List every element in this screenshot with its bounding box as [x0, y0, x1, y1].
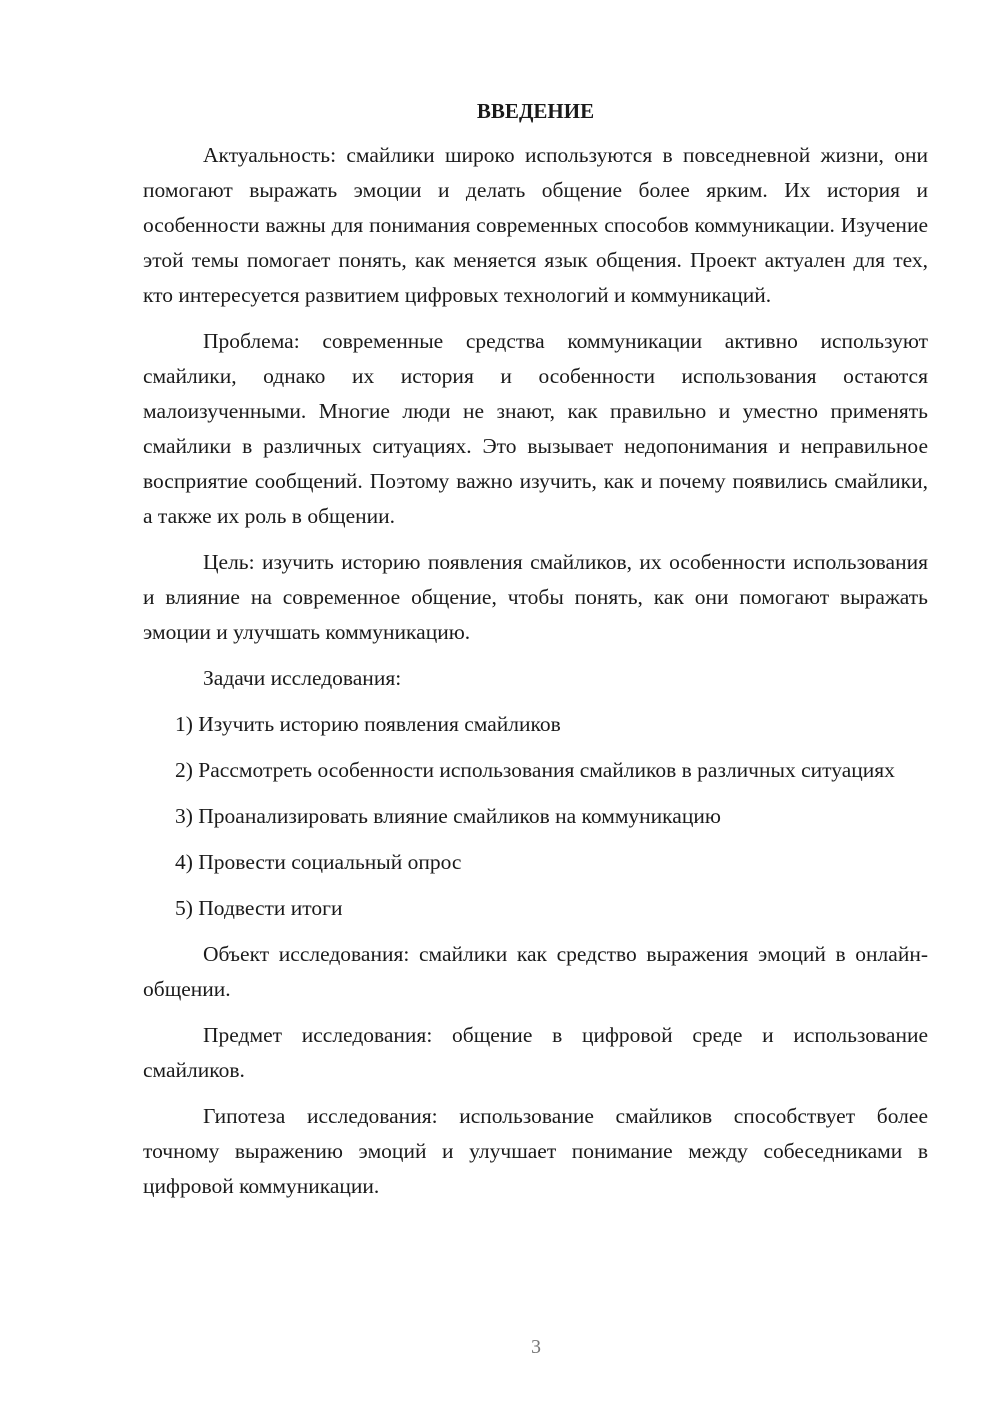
tasks-heading: Задачи исследования:	[203, 666, 402, 690]
paragraph-goal: Цель: изучить историю появления смайликов, их особенности использования и влияние на современное общение, чтобы понять, как они помогают выражать эмоции и улучшать коммуникацию.	[143, 550, 928, 644]
list-item: 1) Изучить историю появления смайликов	[175, 712, 561, 736]
paragraph-subject: Предмет исследования: общение в цифровой среде и использование смайликов.	[143, 1023, 928, 1082]
list-item: 2) Рассмотреть особенности использования смайликов в различных ситуациях	[175, 758, 895, 782]
list-item: 4) Провести социальный опрос	[175, 850, 462, 874]
paragraph-hypothesis: Гипотеза исследования: использование смайликов способствует более точному выражению эмоций и улучшает понимание между собеседниками в цифровой коммуникации.	[143, 1104, 928, 1198]
list-item: 5) Подвести итоги	[175, 896, 343, 920]
paragraph-object: Объект исследования: смайлики как средство выражения эмоций в онлайн-общении.	[143, 942, 928, 1001]
page-title: ВВЕДЕНИЕ	[476, 99, 595, 123]
list-item: 3) Проанализировать влияние смайликов на коммуникацию	[175, 804, 721, 828]
paragraph-problem: Проблема: современные средства коммуникации активно используют смайлики, однако их история и особенности использования остаются малоизученными. Многие люди не знают, как правильно и уместно применять смайлики в различных ситуациях. Это вызывает недопонимания и неправильное восприятие сообщений. Поэтому важно изучить, как и почему появились смайлики, а также их роль в общении.	[143, 329, 928, 528]
document-page	[143, 96, 928, 1215]
tasks-list	[143, 707, 928, 926]
paragraph-relevance: Актуальность: смайлики широко используются в повседневной жизни, они помогают выражать эмоции и делать общение более ярким. Их история и особенности важны для понимания современных способов коммуникации. Изучение этой темы помогает понять, как меняется язык общения. Проект актуален для тех, кто интересуется развитием цифровых технологий и коммуникаций.	[143, 143, 928, 307]
page-number: 3	[531, 1336, 541, 1358]
